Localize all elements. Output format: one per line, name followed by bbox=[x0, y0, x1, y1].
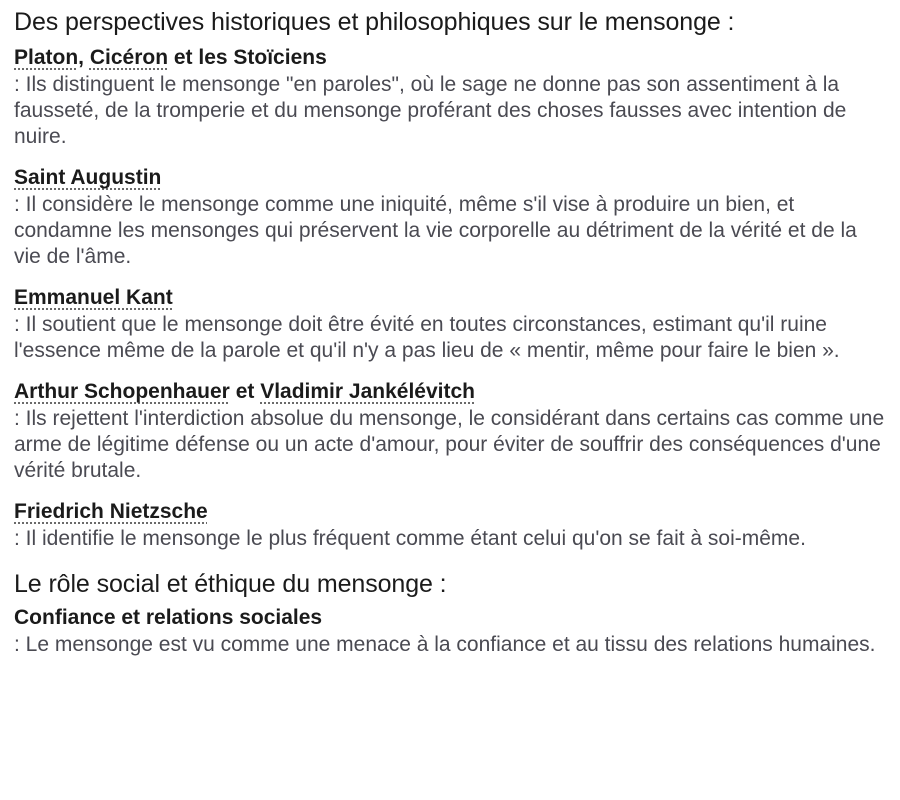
title-separator: et bbox=[229, 380, 261, 403]
entry-title bbox=[14, 498, 888, 526]
title-separator: , bbox=[78, 46, 90, 69]
entry-text: : Ils rejettent l'interdiction absolue du mensonge, le considérant dans certains cas comme une arme de légitime défense ou un acte d'amour, pour éviter de souffrir des conséquences d'une vérité brutale. bbox=[14, 407, 885, 482]
link-platon[interactable]: Platon bbox=[14, 46, 79, 69]
link-arthur-schopenhauer[interactable]: Arthur Schopenhauer bbox=[14, 380, 230, 403]
section-heading-perspectives: Des perspectives historiques et philosophiques sur le mensonge : bbox=[14, 8, 735, 36]
entry-title bbox=[14, 44, 888, 72]
entry-saint-augustin bbox=[14, 164, 888, 270]
link-saint-augustin[interactable]: Saint Augustin bbox=[14, 166, 162, 189]
section-heading-role-social: Le rôle social et éthique du mensonge : bbox=[14, 570, 447, 598]
entry-title bbox=[14, 284, 888, 312]
title-rest: et les Stoïciens bbox=[168, 46, 327, 69]
entry-friedrich-nietzsche bbox=[14, 498, 888, 552]
entry-emmanuel-kant bbox=[14, 284, 888, 364]
entry-confiance-relations bbox=[14, 604, 888, 658]
link-ciceron[interactable]: Cicéron bbox=[89, 46, 169, 69]
entry-text: : Il soutient que le mensonge doit être évité en toutes circonstances, estimant qu'il ruine l'essence même de la parole et qu'il n'y a pas lieu de « mentir, même pour faire le bien ». bbox=[14, 313, 840, 362]
entry-text: : Ils distinguent le mensonge "en paroles", où le sage ne donne pas son assentiment à la fausseté, de la tromperie et du mensonge proférant des choses fausses avec intention de nuire. bbox=[14, 73, 847, 148]
entry-title bbox=[14, 604, 888, 632]
entry-title-text: Confiance et relations sociales bbox=[14, 606, 323, 629]
entry-title bbox=[14, 378, 888, 406]
link-vladimir-jankelevitch[interactable]: Vladimir Jankélévitch bbox=[260, 380, 475, 403]
link-friedrich-nietzsche[interactable]: Friedrich Nietzsche bbox=[14, 500, 208, 523]
entry-text: : Il considère le mensonge comme une iniquité, même s'il vise à produire un bien, et condamne les mensonges qui préservent la vie corporelle au détriment de la vérité et de la vie de l'âme. bbox=[14, 193, 857, 268]
entry-title bbox=[14, 164, 888, 192]
entry-platon-ciceron-stoiciens bbox=[14, 44, 888, 150]
entry-text: : Il identifie le mensonge le plus fréquent comme étant celui qu'on se fait à soi-même. bbox=[14, 527, 806, 550]
entry-schopenhauer-jankelevitch bbox=[14, 378, 888, 484]
entry-text: : Le mensonge est vu comme une menace à la confiance et au tissu des relations humaines. bbox=[14, 633, 876, 656]
link-emmanuel-kant[interactable]: Emmanuel Kant bbox=[14, 286, 173, 309]
